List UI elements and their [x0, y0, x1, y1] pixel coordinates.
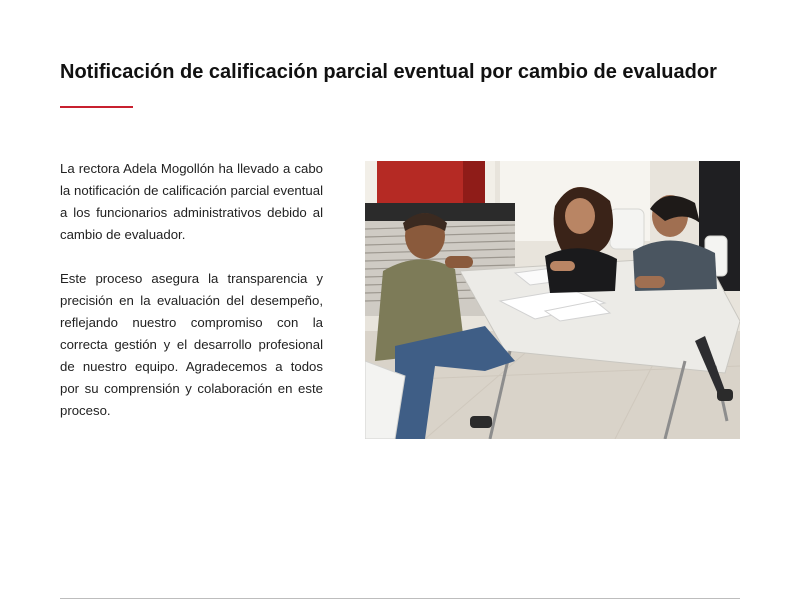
paragraph-details: Este proceso asegura la transparencia y precisión en la evaluación del desempeño, reflejando nuestro compromiso con la correcta gestión y el desarrollo profesional de nuestro equipo. Agradecemos a todos por su comprensión y colaboración en este proceso.: [60, 271, 323, 418]
paragraph-intro: La rectora Adela Mogollón ha llevado a cabo la notificación de calificación parcial eventual a los funcionarios administrativos debido al cambio de evaluador.: [60, 161, 323, 242]
title-underline: [60, 106, 133, 108]
article-body: [60, 158, 323, 444]
article-photo: [365, 161, 740, 439]
footer-divider: [60, 598, 740, 599]
page-title: Notificación de calificación parcial eventual por cambio de evaluador: [60, 61, 717, 83]
